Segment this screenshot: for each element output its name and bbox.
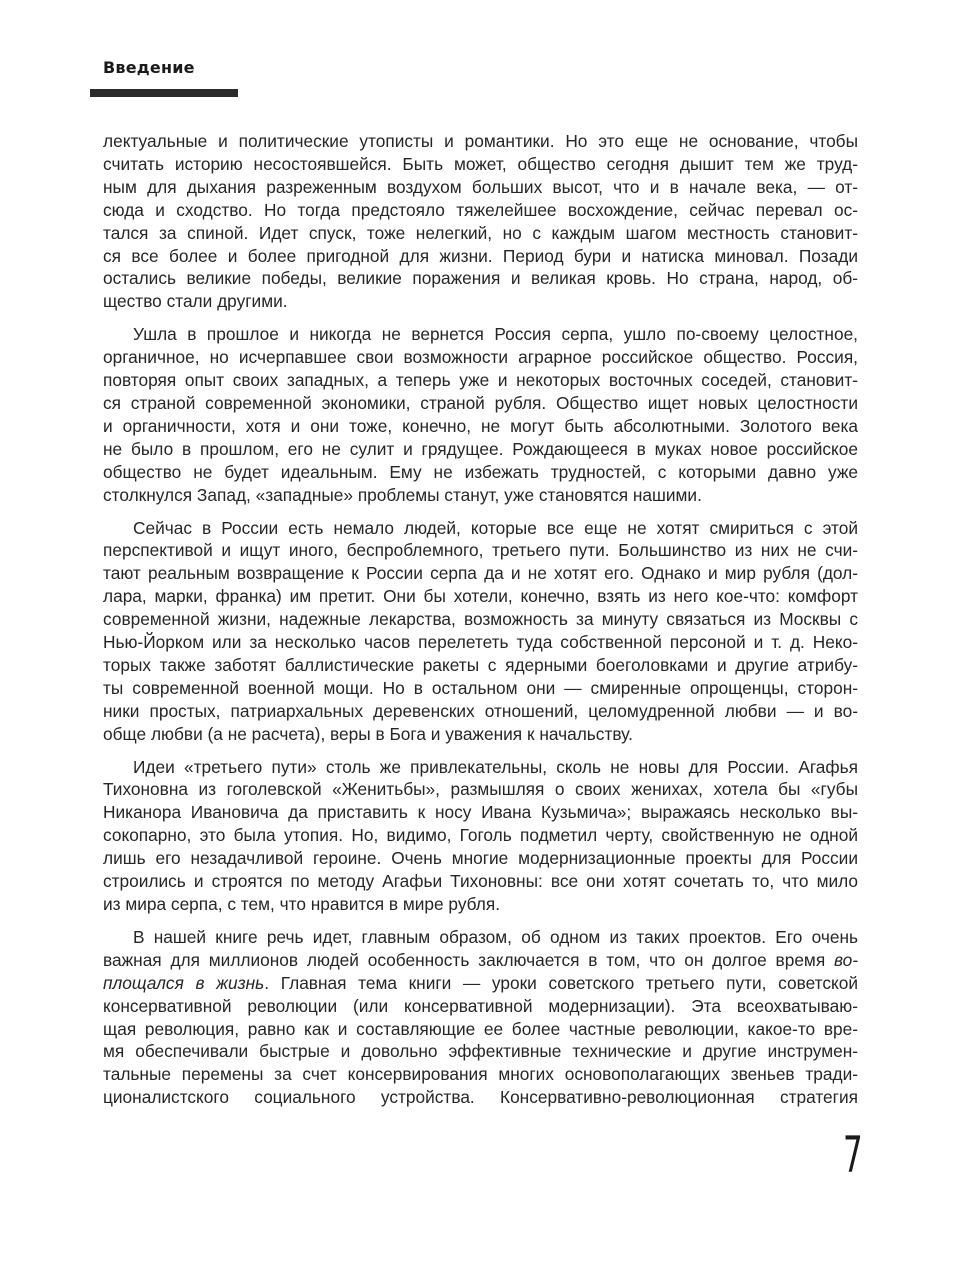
text-line: консервативной революции (или консервативной модернизации). Эта всеохватываю- — [103, 995, 858, 1016]
text-line: щая революция, равно как и составляющие ее более частные революции, какое-то вре- — [103, 1018, 858, 1039]
page-number: 7 — [843, 1126, 863, 1184]
text-line: общество не будет идеальным. Ему не избежать трудностей, с которыми давно уже — [103, 461, 858, 482]
italic-fragment: во- — [833, 949, 858, 970]
text-line: из мира серпа, с тем, что нравится в мире рубля. — [103, 894, 501, 914]
text-line: тальные перемены за счет консервирования многих основополагающих звеньев тради- — [103, 1064, 858, 1085]
text-line: площался в жизнь. Главная тема книги — уроки советского третьего пути, советской — [103, 972, 858, 993]
text-line: ники простых, патриархальных деревенских отношений, целомудренной любви — и во- — [103, 700, 858, 721]
text-line: органичное, но исчерпавшее свои возможности аграрное российское общество. Россия, — [103, 347, 858, 368]
paragraph-3 — [103, 517, 858, 746]
text-line: ся страной современной экономики, страной рубля. Общество ищет новых целостности — [103, 392, 858, 413]
text-line: лишь его незадачливой героине. Очень многие модернизационные проекты для России — [103, 848, 858, 869]
text-line: Никанора Ивановича да приставить к носу Ивана Кузьмича»; выражаясь несколько вы- — [103, 802, 858, 823]
text-line: Тихоновна из гоголевской «Женитьбы», размышляя о своих женихах, хотела бы «губы — [103, 779, 858, 800]
text-line: обще любви (а не расчета), веры в Бога и уважения к начальству. — [103, 723, 633, 744]
text-line: Сейчас в России есть немало людей, которые все еще не хотят смириться с этой — [133, 517, 858, 538]
text-line: сокопарно, это была утопия. Но, видимо, Гоголь подметил черту, свойственную не одной — [103, 825, 858, 846]
text-line: перспективой и ищут иного, беспроблемного, третьего пути. Большинство из них не счи- — [103, 540, 858, 561]
text-line: ся все более и более пригодной для жизни. Период бури и натиска миновал. Позади — [103, 245, 858, 266]
text-line: остались великие победы, великие поражения и великая кровь. Но страна, народ, об- — [103, 268, 858, 289]
text-line: столкнулся Запад, «западные» проблемы станут, уже становятся нашими. — [103, 484, 702, 505]
text-line: Ушла в прошлое и никогда не вернется Россия серпа, ушло по-своему целостное, — [133, 324, 858, 345]
text-line: ным для дыхания разреженным воздухом больших высот, что и в начале века, — от- — [103, 176, 858, 197]
text-line: тают реальным возвращение к России серпа да и не хотят его. Однако и мир рубля (дол- — [103, 563, 858, 584]
paragraph-4 — [103, 756, 858, 916]
text-line: сюда и сходство. Но тогда предстояло тяжелейшее восхождение, сейчас перевал ос- — [103, 199, 858, 220]
paragraph-1 — [103, 130, 858, 313]
text-line: щество стали другими. — [103, 291, 288, 312]
paragraph-5 — [103, 926, 858, 1109]
text-line: торых также заботят баллистические ракеты с ядерными боеголовками и другие атрибу- — [103, 654, 858, 675]
text-line: ты современной военной мощи. Но в остальном они — смиренные опрощенцы, сторон- — [103, 677, 858, 698]
paragraph-2 — [103, 323, 858, 506]
header-rule — [90, 89, 238, 97]
text-line: мя обеспечивали быстрые и довольно эффективные технические и другие инструмен- — [103, 1041, 858, 1062]
text-line: Идеи «третьего пути» столь же привлекательны, сколь не новы для России. Агафья — [133, 756, 858, 777]
text-line: В нашей книге речь идет, главным образом, об одном из таких проектов. Его очень — [133, 926, 858, 947]
text-line: и органичности, хотя и они тоже, конечно, не могут быть абсолютными. Золотого века — [103, 415, 858, 436]
text-line: не было в прошлом, его не сулит и грядущее. Рождающееся в муках новое российское — [103, 438, 858, 459]
text-line: тался за спиной. Идет спуск, тоже нелегкий, но с каждым шагом местность становит- — [103, 222, 858, 243]
running-head-section-title: Введение — [103, 58, 195, 77]
text-line: лектуальные и политические утописты и романтики. Но это еще не основание, чтобы — [103, 131, 858, 151]
italic-fragment: площался в жизнь — [103, 972, 265, 993]
text-line: важная для миллионов людей особенность заключается в том, что он долгое время во- — [103, 949, 858, 970]
body-text — [103, 130, 858, 1119]
text-line: современной жизни, надежные лекарства, возможность за минуту связаться из Москвы с — [103, 609, 858, 630]
text-line: строились и строятся по методу Агафьи Тихоновны: все они хотят сочетать то, что мило — [103, 871, 858, 892]
text-line: лара, марки, франка) им претит. Они бы хотели, конечно, взять из него кое-что: комфорт — [103, 586, 858, 607]
text-line: считать историю несостоявшейся. Быть может, общество сегодня дышит тем же труд- — [103, 153, 858, 174]
text-line: Нью-Йорком или за несколько часов перелететь туда собственной персоной и т. д. Неко- — [103, 632, 858, 653]
text-line: ционалистского социального устройства. Консервативно-революционная стратегия — [103, 1087, 858, 1108]
text-line: повторяя опыт своих западных, а теперь уже и некоторых восточных соседей, становит- — [103, 370, 858, 391]
